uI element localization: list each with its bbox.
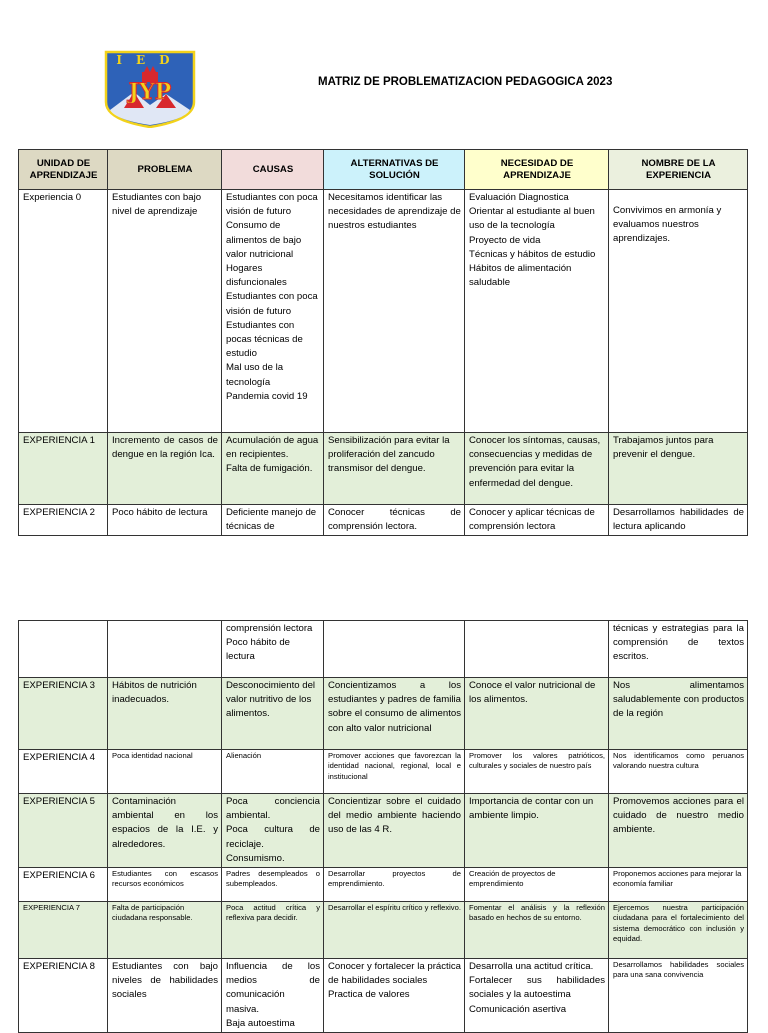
cell-unidad: EXPERIENCIA 1 — [19, 433, 108, 505]
cell-problema: Contaminación ambiental en los espacios de la I.E. y alrededores. — [108, 794, 222, 868]
cell-unidad: EXPERIENCIA 2 — [19, 505, 108, 536]
cell-problema: Estudiantes con escasos recursos económicos — [108, 868, 222, 902]
cell-causas: Estudiantes con poca visión de futuro Consumo de alimentos de bajo valor nutricional Hogares disfuncionales Estudiantes con poca visión de futuro Estudiantes con pocas técnicas de estudio Mal uso de la tecnología Pandemia covid 19 — [222, 190, 324, 433]
cell-unidad: EXPERIENCIA 8 — [19, 959, 108, 1033]
cell-problema: Incremento de casos de dengue en la región Ica. — [108, 433, 222, 505]
cell-necesidad: Conoce el valor nutricional de los alimentos. — [465, 678, 609, 750]
cell-nombre: Desarrollamos habilidades sociales para una sana convivencia — [609, 959, 748, 1033]
cell-causas: Padres desempleados o subempleados. — [222, 868, 324, 902]
cell-unidad: EXPERIENCIA 4 — [19, 750, 108, 794]
cell-causas: Alienación — [222, 750, 324, 794]
cell-nombre: Ejercemos nuestra participación ciudadana para el fortalecimiento del sistema democrático con inclusión y equidad. — [609, 902, 748, 959]
cell-causas: comprensión lectora Poco hábito de lectura — [222, 621, 324, 678]
cell-problema: Poco hábito de lectura — [108, 505, 222, 536]
document-title: MATRIZ DE PROBLEMATIZACION PEDAGOGICA 2023 — [318, 76, 613, 88]
cell-alternativas: Necesitamos identificar las necesidades de aprendizaje de nuestros estudiantes — [324, 190, 465, 433]
header-problema: PROBLEMA — [108, 150, 222, 190]
cell-problema: Estudiantes con bajo nivel de aprendizaje — [108, 190, 222, 433]
cell-nombre: Trabajamos juntos para prevenir el dengue. — [609, 433, 748, 505]
cell-necesidad: Creación de proyectos de emprendimiento — [465, 868, 609, 902]
cell-nombre: Desarrollamos habilidades de lectura aplicando — [609, 505, 748, 536]
cell-unidad: EXPERIENCIA 6 — [19, 868, 108, 902]
cell-nombre: Nos alimentamos saludablemente con productos de la región — [609, 678, 748, 750]
table-row — [19, 505, 748, 536]
cell-causas: Influencia de los medios de comunicación masiva. Baja autoestima — [222, 959, 324, 1033]
cell-nombre: Promovemos acciones para el cuidado de nuestro medio ambiente. — [609, 794, 748, 868]
cell-necesidad: Desarrolla una actitud crítica. Fortalecer sus habilidades sociales y la autoestima Comunicación asertiva — [465, 959, 609, 1033]
cell-alternativas: Promover acciones que favorezcan la identidad nacional, regional, local e institucional — [324, 750, 465, 794]
cell-necesidad: Evaluación Diagnostica Orientar al estudiante al buen uso de la tecnología Proyecto de vida Técnicas y hábitos de estudio Hábitos de alimentación saludable — [465, 190, 609, 433]
header-alternativas: ALTERNATIVAS DE SOLUCIÓN — [324, 150, 465, 190]
cell-nombre: Nos identificamos como peruanos valorando nuestra cultura — [609, 750, 748, 794]
table-row — [19, 190, 748, 433]
cell-nombre: Proponemos acciones para mejorar la economía familiar — [609, 868, 748, 902]
cell-causas: Acumulación de agua en recipientes. Falta de fumigación. — [222, 433, 324, 505]
header-causas: CAUSAS — [222, 150, 324, 190]
cell-necesidad — [465, 621, 609, 678]
cell-causas: Deficiente manejo de técnicas de — [222, 505, 324, 536]
cell-unidad: EXPERIENCIA 7 — [19, 902, 108, 959]
table-row — [19, 678, 748, 750]
table-row — [19, 868, 748, 902]
problematization-matrix-page-2 — [18, 620, 748, 1033]
cell-problema — [108, 621, 222, 678]
cell-causas: Poca actitud crítica y reflexiva para decidir. — [222, 902, 324, 959]
cell-necesidad: Conocer los síntomas, causas, consecuencias y medidas de prevención para evitar la enfermedad del dengue. — [465, 433, 609, 505]
cell-necesidad: Promover los valores patrióticos, culturales y sociales de nuestro país — [465, 750, 609, 794]
cell-alternativas: Concientizamos a los estudiantes y padres de familia sobre el consumo de alimentos con alto valor nutricional — [324, 678, 465, 750]
cell-nombre: Convivimos en armonía y evaluamos nuestros aprendizajes. — [609, 190, 748, 433]
school-logo — [104, 50, 196, 128]
cell-problema: Poca identidad nacional — [108, 750, 222, 794]
cell-causas: Poca conciencia ambiental. Poca cultura de reciclaje. Consumismo. — [222, 794, 324, 868]
header-unidad: UNIDAD DE APRENDIZAJE — [19, 150, 108, 190]
table-row — [19, 902, 748, 959]
cell-causas: Desconocimiento del valor nutritivo de los alimentos. — [222, 678, 324, 750]
problematization-matrix-page-1 — [18, 149, 748, 536]
cell-alternativas: Concientizar sobre el cuidado del medio ambiente haciendo uso de las 4 R. — [324, 794, 465, 868]
logo-top-text: IED — [116, 53, 184, 67]
table-row — [19, 794, 748, 868]
header-necesidad: NECESIDAD DE APRENDIZAJE — [465, 150, 609, 190]
cell-unidad: EXPERIENCIA 5 — [19, 794, 108, 868]
cell-alternativas — [324, 621, 465, 678]
cell-unidad — [19, 621, 108, 678]
cell-necesidad: Importancia de contar con un ambiente limpio. — [465, 794, 609, 868]
cell-problema: Falta de participación ciudadana responsable. — [108, 902, 222, 959]
cell-necesidad: Fomentar el análisis y la reflexión basado en hechos de su entorno. — [465, 902, 609, 959]
cell-alternativas: Sensibilización para evitar la proliferación del zancudo transmisor del dengue. — [324, 433, 465, 505]
cell-unidad: EXPERIENCIA 3 — [19, 678, 108, 750]
logo-bottom-text: JYP — [128, 79, 172, 105]
cell-problema: Estudiantes con bajo niveles de habilidades sociales — [108, 959, 222, 1033]
cell-alternativas: Desarrollar el espíritu crítico y reflexivo. — [324, 902, 465, 959]
table-row — [19, 433, 748, 505]
table-row — [19, 621, 748, 678]
cell-alternativas: Conocer técnicas de comprensión lectora. — [324, 505, 465, 536]
cell-necesidad: Conocer y aplicar técnicas de comprensión lectora — [465, 505, 609, 536]
header-nombre: NOMBRE DE LA EXPERIENCIA — [609, 150, 748, 190]
cell-unidad: Experiencia 0 — [19, 190, 108, 433]
table-row — [19, 750, 748, 794]
cell-alternativas: Desarrollar proyectos de emprendimiento. — [324, 868, 465, 902]
cell-alternativas: Conocer y fortalecer la práctica de habilidades sociales Practica de valores — [324, 959, 465, 1033]
cell-problema: Hábitos de nutrición inadecuados. — [108, 678, 222, 750]
table-row — [19, 959, 748, 1033]
header-row — [19, 150, 748, 190]
cell-nombre: técnicas y estrategias para la comprensión de textos escritos. — [609, 621, 748, 678]
